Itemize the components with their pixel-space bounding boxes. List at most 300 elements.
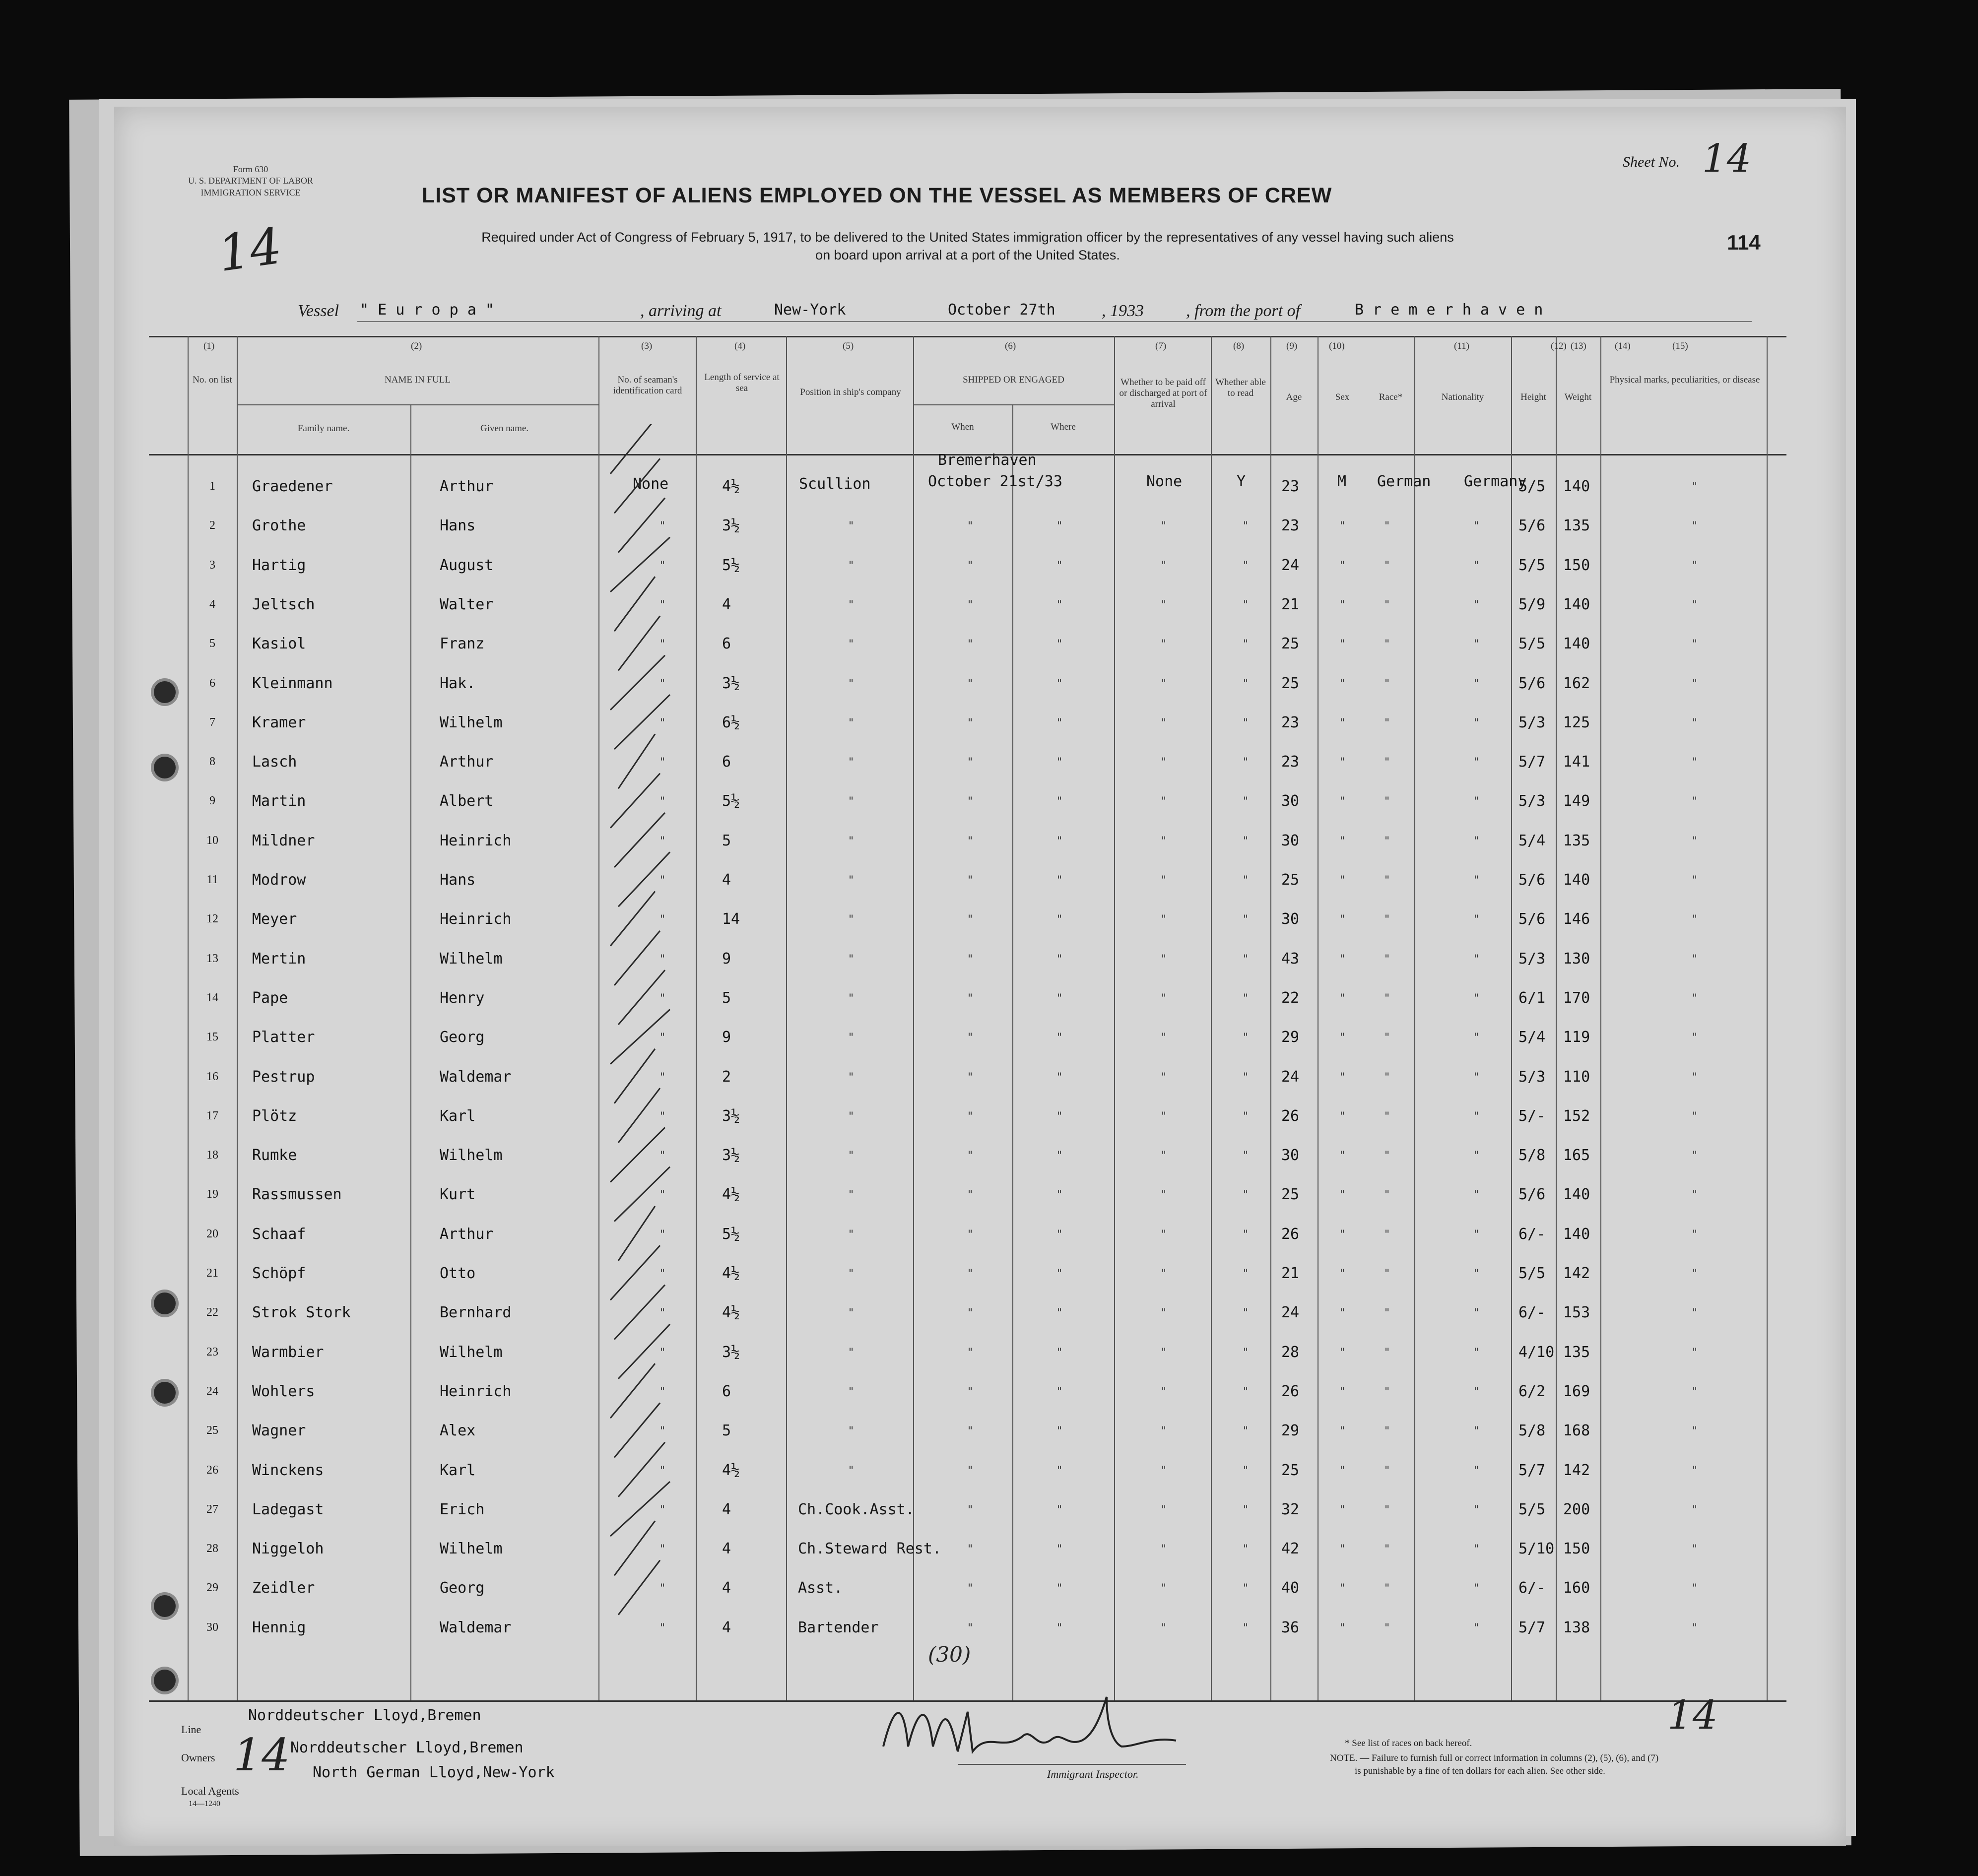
family-name: Mildner: [252, 832, 315, 849]
length-of-service: 14: [722, 910, 740, 928]
ditto-mark: ": [1385, 1268, 1390, 1280]
height-value: 5/6: [1518, 871, 1546, 889]
agents-label: Local Agents: [181, 1785, 239, 1797]
row-number: 12: [206, 912, 218, 926]
age-value: 23: [1281, 478, 1300, 495]
row-number: 18: [206, 1149, 218, 1162]
height-value: 5/3: [1518, 792, 1546, 810]
weight-value: 149: [1563, 792, 1590, 810]
length-of-service: 6: [722, 753, 731, 771]
length-of-service: 3½: [722, 1343, 740, 1361]
ditto-mark: ": [1161, 1425, 1167, 1438]
ditto-mark: ": [1057, 1307, 1062, 1320]
sex-value: M: [1337, 473, 1347, 490]
check-stroke: [610, 424, 655, 474]
ditto-mark: ": [1474, 1110, 1479, 1123]
given-name: Waldemar: [440, 1618, 512, 1636]
weight-value: 160: [1563, 1579, 1590, 1597]
weight-value: 130: [1563, 950, 1590, 968]
punch-hole: [154, 681, 176, 703]
given-name: Hak.: [440, 674, 476, 692]
ditto-mark: ": [660, 992, 665, 1005]
height-value: 5/7: [1518, 1618, 1546, 1636]
col-rule: [1114, 336, 1115, 1700]
ditto-mark: ": [1692, 1621, 1698, 1634]
ditto-mark: ": [1057, 677, 1062, 690]
col-number: (13): [1571, 341, 1586, 351]
weight-value: 142: [1563, 1265, 1590, 1282]
ditto-mark: ": [849, 913, 854, 926]
check-stroke: [610, 1010, 670, 1064]
ditto-mark: ": [968, 1228, 973, 1241]
age-value: 32: [1281, 1500, 1300, 1518]
family-name: Pestrup: [252, 1068, 315, 1086]
ditto-mark: ": [1161, 1307, 1167, 1320]
ditto-mark: ": [1474, 1582, 1479, 1595]
ditto-mark: ": [1340, 1582, 1345, 1595]
ditto-mark: ": [968, 1464, 973, 1477]
check-stroke: [610, 1482, 670, 1536]
length-of-service: 6: [722, 635, 731, 653]
ditto-mark: ": [1474, 1385, 1479, 1398]
ditto-mark: ": [1243, 598, 1249, 611]
ditto-mark: ": [1161, 638, 1167, 651]
ditto-mark: ": [1385, 874, 1390, 887]
family-name: Warmbier: [252, 1343, 324, 1361]
ditto-mark: ": [849, 1268, 854, 1280]
ditto-mark: ": [660, 1032, 665, 1044]
weight-value: 135: [1563, 832, 1590, 849]
arrival-year: , 1933: [1102, 302, 1144, 320]
ditto-mark: ": [1057, 598, 1062, 611]
header-race: Race*: [1379, 392, 1403, 402]
ditto-mark: ": [1385, 559, 1390, 572]
inspector-signature: [873, 1677, 1191, 1776]
ditto-mark: ": [660, 874, 665, 887]
ditto-mark: ": [660, 1307, 665, 1320]
ditto-mark: ": [1474, 716, 1479, 729]
ditto-mark: ": [1161, 1268, 1167, 1280]
col-rule: [188, 336, 189, 1700]
weight-value: 153: [1563, 1304, 1590, 1322]
ditto-mark: ": [1057, 1150, 1062, 1163]
vessel-name: " E u r o p a ": [360, 301, 494, 319]
given-name: Hans: [440, 517, 476, 535]
length-of-service: 4½: [722, 1461, 740, 1479]
page-subtitle: [293, 228, 1643, 264]
family-name: Grothe: [252, 517, 306, 535]
length-of-service: 3½: [722, 1147, 740, 1164]
given-name: Albert: [440, 792, 494, 810]
age-value: 36: [1281, 1618, 1300, 1636]
ditto-mark: ": [968, 795, 973, 808]
length-of-service: 4: [722, 1540, 731, 1558]
check-stroke: [614, 1285, 665, 1340]
row-number: 2: [209, 519, 215, 532]
given-name: Heinrich: [440, 832, 512, 849]
length-of-service: 2: [722, 1068, 731, 1086]
given-name: Kurt: [440, 1186, 476, 1204]
family-name: Meyer: [252, 910, 297, 928]
header-paid-off: Whether to be paid off or discharged at port of arrival: [1119, 377, 1207, 409]
ditto-mark: ": [968, 1346, 973, 1359]
ditto-mark: ": [849, 1189, 854, 1202]
ditto-mark: ": [1385, 1582, 1390, 1595]
ditto-mark: ": [1161, 835, 1167, 847]
weight-value: 140: [1563, 478, 1590, 495]
shipped-when-value: October 21st/33: [928, 473, 1062, 490]
ditto-mark: ": [1161, 1110, 1167, 1123]
check-stroke: [614, 1403, 660, 1458]
ditto-mark: ": [1385, 1385, 1390, 1398]
col-number: (9): [1286, 341, 1298, 351]
age-value: 21: [1281, 1265, 1300, 1282]
ditto-mark: ": [1161, 716, 1167, 729]
ditto-mark: ": [849, 953, 854, 966]
ditto-mark: ": [1057, 992, 1062, 1005]
punch-hole: [154, 757, 176, 778]
ditto-mark: ": [1385, 1503, 1390, 1516]
line-value: Norddeutscher Lloyd,Bremen: [248, 1707, 481, 1724]
col-rule: [410, 404, 411, 1700]
page-stamp: 114: [1727, 231, 1761, 254]
header-nationality: Nationality: [1441, 392, 1484, 402]
family-name: Martin: [252, 792, 306, 810]
ditto-mark: ": [1474, 913, 1479, 926]
given-name: Bernhard: [440, 1304, 512, 1322]
punch-hole: [154, 1595, 176, 1617]
ditto-mark: ": [1692, 1228, 1698, 1241]
check-stroke: [610, 537, 670, 592]
row-number: 1: [209, 480, 215, 493]
ditto-mark: ": [1243, 1228, 1249, 1241]
weight-value: 119: [1563, 1029, 1590, 1046]
family-name: Modrow: [252, 871, 306, 889]
check-stroke: [618, 498, 665, 553]
age-value: 25: [1281, 674, 1300, 692]
given-name: Wilhelm: [440, 1540, 503, 1558]
ditto-mark: ": [1474, 559, 1479, 572]
ditto-mark: ": [1057, 559, 1062, 572]
ditto-mark: ": [1161, 874, 1167, 887]
ditto-mark: ": [1161, 520, 1167, 533]
col-rule: [1211, 336, 1212, 1700]
ditto-mark: ": [1161, 1228, 1167, 1241]
ditto-mark: ": [1340, 598, 1345, 611]
col-rule: [1270, 336, 1271, 1700]
weight-value: 140: [1563, 595, 1590, 613]
height-value: 5/3: [1518, 713, 1546, 731]
ditto-mark: ": [1385, 1307, 1390, 1320]
ditto-mark: ": [1692, 1503, 1698, 1516]
from-port: B r e m e r h a v e n: [1355, 301, 1543, 319]
family-name: Wohlers: [252, 1382, 315, 1400]
height-value: 5/4: [1518, 832, 1546, 849]
ditto-mark: ": [1340, 1543, 1345, 1556]
handwritten-number: 14: [233, 1729, 290, 1781]
ditto-mark: ": [1474, 1621, 1479, 1634]
service: IMMIGRATION SERVICE: [200, 187, 301, 197]
height-value: 5/-: [1518, 1107, 1546, 1125]
row-number: 14: [206, 991, 218, 1004]
header-when: When: [951, 422, 974, 432]
length-of-service: 3½: [722, 674, 740, 692]
ditto-mark: ": [849, 1464, 854, 1477]
ditto-mark: ": [1057, 1110, 1062, 1123]
ditto-mark: ": [1692, 716, 1698, 729]
check-stroke: [618, 616, 660, 671]
ditto-mark: ": [660, 1621, 665, 1634]
ditto-mark: ": [660, 1189, 665, 1202]
weight-value: 140: [1563, 1225, 1590, 1243]
row-number: 9: [209, 794, 215, 808]
check-stroke: [618, 1560, 660, 1615]
ditto-mark: ": [1057, 1385, 1062, 1398]
sheet-number: 14: [1702, 136, 1752, 181]
ditto-mark: ": [1340, 756, 1345, 769]
row-number: 22: [206, 1306, 218, 1319]
ditto-mark: ": [1385, 1110, 1390, 1123]
height-value: 6/1: [1518, 989, 1546, 1007]
ditto-mark: ": [1474, 835, 1479, 847]
ditto-mark: ": [968, 716, 973, 729]
weight-value: 168: [1563, 1422, 1590, 1440]
given-name: Karl: [440, 1461, 476, 1479]
ditto-mark: ": [1161, 1621, 1167, 1634]
subtitle-line: Required under Act of Congress of February 5, 1917, to be delivered to the United States immigration officer by the representatives of any vessel having such aliens: [481, 230, 1454, 245]
ditto-mark: ": [1385, 1425, 1390, 1438]
shipped-where-value: Bremerhaven: [938, 452, 1037, 469]
ditto-mark: ": [660, 835, 665, 847]
col-rule: [913, 336, 914, 1700]
row-number: 11: [206, 873, 218, 886]
ditto-mark: ": [1243, 1071, 1249, 1084]
ditto-mark: ": [1385, 756, 1390, 769]
length-of-service: 6½: [722, 713, 740, 731]
ditto-mark: ": [1161, 1150, 1167, 1163]
col-number: (2): [411, 341, 422, 351]
given-name: Wilhelm: [440, 950, 503, 968]
ditto-mark: ": [1057, 795, 1062, 808]
ditto-mark: ": [1474, 598, 1479, 611]
weight-value: 110: [1563, 1068, 1590, 1086]
col-rule: [237, 336, 238, 1700]
ditto-mark: ": [1474, 1503, 1479, 1516]
check-stroke: [614, 577, 655, 631]
ditto-mark: ": [1243, 1464, 1249, 1477]
given-name: Wilhelm: [440, 1343, 503, 1361]
weight-value: 138: [1563, 1618, 1590, 1636]
row-number: 6: [209, 676, 215, 690]
family-name: Platter: [252, 1029, 315, 1046]
ditto-mark: ": [1243, 1425, 1249, 1438]
family-name: Ladegast: [252, 1500, 324, 1518]
ditto-mark: ": [1692, 835, 1698, 847]
ditto-mark: ": [1474, 1268, 1479, 1280]
ditto-mark: ": [849, 874, 854, 887]
row-number: 5: [209, 637, 215, 650]
ditto-mark: ": [968, 756, 973, 769]
family-name: Lasch: [252, 753, 297, 771]
given-name: Georg: [440, 1579, 485, 1597]
check-stroke: [618, 1324, 670, 1379]
family-name: Zeidler: [252, 1579, 315, 1597]
ditto-mark: ": [1243, 1543, 1249, 1556]
form-code: 14—1240: [189, 1800, 220, 1808]
family-name: Niggeloh: [252, 1540, 324, 1558]
line-label: Line: [181, 1723, 201, 1736]
ditto-mark: ": [968, 638, 973, 651]
ditto-mark: ": [1161, 756, 1167, 769]
ditto-mark: ": [1474, 795, 1479, 808]
ditto-mark: ": [660, 1464, 665, 1477]
ditto-mark: ": [660, 1385, 665, 1398]
ditto-mark: ": [1385, 1150, 1390, 1163]
height-value: 5/10: [1518, 1540, 1555, 1558]
age-value: 30: [1281, 832, 1300, 849]
card-value: None: [633, 475, 669, 493]
weight-value: 141: [1563, 753, 1590, 771]
col-rule: [1414, 336, 1415, 1700]
ditto-mark: ": [1385, 1189, 1390, 1202]
check-stroke: [610, 655, 665, 710]
ditto-mark: ": [1243, 1189, 1249, 1202]
check-stroke: [614, 695, 670, 749]
subtitle-line: on board upon arrival at a port of the United States.: [815, 248, 1120, 263]
header-shipped: SHIPPED OR ENGAGED: [963, 375, 1064, 385]
paid-off-value: None: [1146, 473, 1183, 490]
ditto-mark: ": [1340, 835, 1345, 847]
ditto-mark: ": [1057, 1032, 1062, 1044]
check-stroke: [618, 1088, 660, 1143]
given-name: Waldemar: [440, 1068, 512, 1086]
ditto-mark: ": [660, 1228, 665, 1241]
table-top-rule: [149, 336, 1786, 337]
family-name: Winckens: [252, 1461, 324, 1479]
col-number: (4): [734, 341, 746, 351]
ditto-mark: ": [1692, 874, 1698, 887]
ditto-mark: ": [1340, 520, 1345, 533]
age-value: 42: [1281, 1540, 1300, 1558]
form-identifier: [179, 164, 323, 198]
ditto-mark: ": [1692, 1110, 1698, 1123]
check-stroke: [618, 734, 655, 788]
ditto-mark: ": [1340, 1346, 1345, 1359]
ditto-mark: ": [660, 1543, 665, 1556]
ditto-mark: ": [1243, 1032, 1249, 1044]
height-value: 5/5: [1518, 1265, 1546, 1282]
height-value: 5/7: [1518, 1461, 1546, 1479]
ditto-mark: ": [1161, 598, 1167, 611]
col-number: (14): [1615, 341, 1631, 351]
header-seaman-card: No. of seaman's identification card: [613, 375, 682, 396]
ditto-mark: ": [1161, 953, 1167, 966]
ditto-mark: ": [1057, 1503, 1062, 1516]
row-number: 28: [206, 1542, 218, 1555]
row-number: 3: [209, 558, 215, 572]
ditto-mark: ": [1340, 1071, 1345, 1084]
height-value: 5/5: [1518, 1500, 1546, 1518]
ditto-mark: ": [1161, 1503, 1167, 1516]
ditto-mark: ": [968, 1189, 973, 1202]
signature-line: [958, 1764, 1186, 1765]
ditto-mark: ": [1161, 1071, 1167, 1084]
age-value: 24: [1281, 1068, 1300, 1086]
weight-value: 150: [1563, 556, 1590, 574]
ditto-mark: ": [1340, 1307, 1345, 1320]
family-name: Kasiol: [252, 635, 306, 653]
given-name: Arthur: [440, 753, 494, 771]
ditto-mark: ": [1057, 1425, 1062, 1438]
ditto-mark: ": [1057, 1189, 1062, 1202]
height-value: 5/4: [1518, 1029, 1546, 1046]
ditto-mark: ": [1692, 1150, 1698, 1163]
ditto-mark: ": [1474, 1032, 1479, 1044]
weight-value: 140: [1563, 871, 1590, 889]
position-value: Scullion: [799, 475, 871, 493]
from-label: , from the port of: [1186, 302, 1301, 320]
check-stroke: [614, 1049, 655, 1103]
height-value: 5/5: [1518, 478, 1546, 495]
ditto-mark: ": [968, 874, 973, 887]
ditto-mark: ": [660, 795, 665, 808]
ditto-mark: ": [1340, 638, 1345, 651]
ditto-mark: ": [1340, 716, 1345, 729]
ditto-mark: ": [1474, 1071, 1479, 1084]
punch-hole: [154, 1670, 176, 1691]
given-name: Arthur: [440, 478, 494, 495]
ditto-mark: ": [1161, 1464, 1167, 1477]
ditto-mark: ": [1474, 1228, 1479, 1241]
ditto-mark: ": [1340, 1228, 1345, 1241]
row-number: 21: [206, 1267, 218, 1280]
given-name: Hans: [440, 871, 476, 889]
ditto-mark: ": [1057, 1346, 1062, 1359]
age-value: 30: [1281, 792, 1300, 810]
ditto-mark: ": [1340, 874, 1345, 887]
header-age: Age: [1286, 392, 1302, 402]
ditto-mark: ": [1243, 520, 1249, 533]
height-value: 5/7: [1518, 753, 1546, 771]
ditto-mark: ": [1161, 1189, 1167, 1202]
ditto-mark: ": [1340, 953, 1345, 966]
ditto-mark: ": [1692, 953, 1698, 966]
ditto-mark: ": [1340, 559, 1345, 572]
header-position: Position in ship's company: [800, 387, 901, 397]
length-of-service: 4½: [722, 478, 740, 495]
handwritten-mark: 14: [214, 216, 285, 283]
age-value: 26: [1281, 1107, 1300, 1125]
ditto-mark: ": [660, 1425, 665, 1438]
ditto-mark: ": [968, 1621, 973, 1634]
ditto-mark: ": [1161, 1032, 1167, 1044]
length-of-service: 5: [722, 989, 731, 1007]
ditto-mark: ": [968, 559, 973, 572]
col-rule: [1318, 336, 1319, 1700]
age-value: 30: [1281, 1147, 1300, 1164]
ditto-mark: ": [1692, 992, 1698, 1005]
ditto-mark: ": [968, 992, 973, 1005]
given-name: Heinrich: [440, 910, 512, 928]
weight-value: 170: [1563, 989, 1590, 1007]
check-stroke: [610, 1363, 655, 1418]
ditto-mark: ": [1692, 1032, 1698, 1044]
check-stroke: [610, 1127, 665, 1182]
ditto-mark: ": [1385, 677, 1390, 690]
length-of-service: 5½: [722, 792, 740, 810]
vessel-underline: [357, 321, 1752, 322]
header-given-name: Given name.: [480, 423, 529, 434]
